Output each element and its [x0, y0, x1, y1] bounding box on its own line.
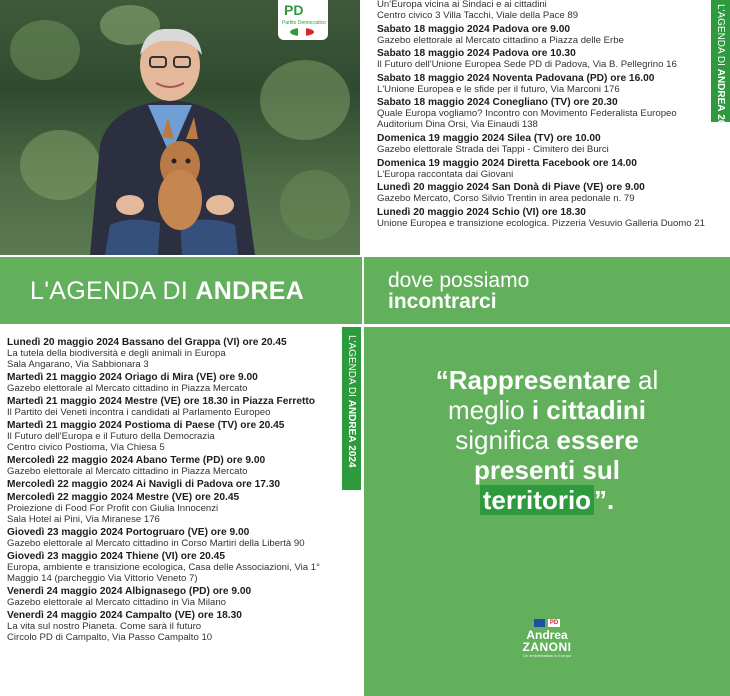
candidate-with-dog-illustration — [70, 25, 270, 255]
candidate-photo — [0, 0, 360, 255]
event-item — [7, 396, 315, 418]
event-detail: Centro civico Postioma, Via Chiesa 5 — [7, 442, 165, 454]
brand-first-name: Andrea — [526, 628, 568, 642]
agenda-banner-title: L'AGENDA DI ANDREA — [30, 277, 305, 305]
event-item — [7, 372, 258, 394]
quote-line-3: significa essere — [455, 425, 639, 455]
event-detail: Circolo PD di Campalto, Via Passo Campalto 10 — [7, 632, 213, 644]
event-item — [377, 158, 637, 180]
pd-party-logo — [278, 0, 328, 40]
event-detail: Quale Europa vogliamo? Incontro con Movimento Federalista Europeo — [377, 108, 677, 120]
quote-line-4: presenti sul — [474, 455, 620, 485]
event-heading: Mercoledì 22 maggio 2024 Mestre (VE) ore 20.45 — [7, 492, 240, 504]
event-item — [377, 73, 654, 95]
event-detail: L'Unione Europea e le sfide per il futuro, Via Marconi 176 — [377, 83, 620, 95]
meet-banner-line1: dove possiamo — [388, 269, 530, 292]
event-item — [7, 527, 305, 549]
quote-line-5: territorio ”. — [364, 485, 730, 515]
event-item — [7, 610, 242, 643]
event-item — [377, 24, 624, 46]
event-heading: Martedì 21 maggio 2024 Mestre (VE) ore 18.30 in Piazza Ferretto — [7, 396, 316, 407]
event-detail: Gazebo elettorale al Mercato cittadino in Corso Martiri della Libertà 90 — [7, 538, 305, 550]
event-item — [7, 479, 280, 490]
event-detail: L'Europa raccontata dai Giovani — [377, 168, 514, 180]
quote-panel — [364, 327, 730, 696]
event-detail: Centro civico 3 Villa Tacchi, Viale della Pace 89 — [377, 10, 579, 21]
event-detail: Europa, ambiente e transizione ecologica, Casa delle Associazioni, Via 1° — [7, 562, 320, 574]
event-heading: Sabato 18 maggio 2024 Padova ore 10.30 — [377, 48, 576, 60]
event-detail: Il Partito dei Veneti incontra i candidati al Parlamento Europeo — [7, 407, 271, 418]
event-item — [7, 492, 239, 525]
quote-line-1: “Rappresentare al — [435, 365, 659, 395]
side-tab-label: L'AGENDA DI ANDREA 2024 — [715, 4, 726, 137]
event-detail: Proiezione di Food For Profit con Giulia Innocenzi — [7, 503, 219, 515]
event-detail: La tutela della biodiversità e degli animali in Europa — [7, 348, 226, 359]
pd-initials: PD — [284, 2, 304, 18]
event-detail: Gazebo elettorale al Mercato cittadino in Via Milano — [7, 597, 227, 609]
event-detail: Gazebo Mercato, Corso Silvio Trentin in area pedonale n. 79 — [377, 193, 635, 205]
pd-party-name: Partito Democratico — [282, 20, 326, 26]
event-detail: Unione Europea e transizione ecologica. Pizzeria Vesuvio Galleria Duomo 21 — [377, 217, 705, 229]
event-item — [7, 551, 320, 584]
brand-last-name: ZANONI — [522, 640, 572, 654]
italian-flag-icon — [290, 28, 314, 36]
event-heading: Lunedì 20 maggio 2024 Schio (VI) ore 18.30 — [377, 206, 586, 218]
meet-banner-line2: incontrarci — [388, 290, 497, 313]
schedule-list-bottom — [0, 327, 362, 696]
event-heading: Mercoledì 22 maggio 2024 Ai Navigli di Padova ore 17.30 — [7, 479, 281, 491]
event-heading: Sabato 18 maggio 2024 Padova ore 9.00 — [377, 23, 571, 35]
schedule-list-top — [364, 0, 730, 255]
event-detail: La vita sul nostro Pianeta. Come sarà il futuro — [7, 621, 202, 633]
event-detail: Un'Europa vicina ai Sindaci e ai cittadini — [377, 0, 547, 10]
event-item — [377, 97, 677, 130]
event-detail: Auditorium Dina Orsi, Via Einaudi 138 — [377, 119, 538, 131]
event-detail: Sala Hotel ai Pini, Via Miranese 176 — [7, 514, 160, 526]
side-tab-label: L'AGENDA DI ANDREA 2024 — [346, 335, 357, 468]
event-detail: Gazebo elettorale al Mercato cittadino a Piazza delle Erbe — [377, 34, 624, 46]
pd-mini-logo: PD — [549, 620, 559, 626]
agenda-side-tab-bottom — [342, 327, 361, 490]
event-item — [377, 182, 645, 204]
event-heading: Giovedì 23 maggio 2024 Portogruaro (VE) ore 9.00 — [7, 527, 250, 539]
event-heading: Martedì 21 maggio 2024 Oriago di Mira (VE) ore 9.00 — [7, 371, 258, 383]
event-item — [377, 48, 677, 70]
event-item — [7, 420, 284, 453]
event-detail: Il Futuro dell'Europa e il Futuro della Democrazia — [7, 431, 215, 443]
event-heading: Venerdì 24 maggio 2024 Albignasego (PD) ore 9.00 — [7, 586, 252, 598]
event-heading: Lunedì 20 maggio 2024 San Donà di Piave (VE) ore 9.00 — [377, 182, 645, 194]
event-item — [377, 133, 609, 155]
quote-line-2: meglio i cittadini — [448, 395, 646, 425]
event-heading: Lunedì 20 maggio 2024 Bassano del Grappa (VI) ore 20.45 — [7, 337, 287, 348]
eu-flag-icon — [534, 619, 545, 627]
event-heading: Domenica 19 maggio 2024 Silea (TV) ore 10.00 — [377, 133, 601, 144]
event-detail: Il Futuro dell'Unione Europea Sede PD di Padova, Via B. Pellegrino 16 — [377, 59, 677, 71]
event-heading: Martedì 21 maggio 2024 Postioma di Paese (TV) ore 20.45 — [7, 420, 285, 432]
event-item — [377, 207, 705, 229]
event-heading: Domenica 19 maggio 2024 Diretta Facebook ore 14.00 — [377, 157, 637, 169]
event-heading: Sabato 18 maggio 2024 Noventa Padovana (PD) ore 16.00 — [377, 72, 655, 84]
brand-tagline: Un ambientalista in Europa — [522, 653, 572, 658]
andrea-zanoni-logo — [502, 619, 592, 665]
agenda-side-tab-top — [711, 0, 730, 137]
event-heading: Giovedì 23 maggio 2024 Thiene (VI) ore 20.45 — [7, 551, 225, 563]
event-heading: Mercoledì 22 maggio 2024 Abano Terme (PD) ore 9.00 — [7, 455, 266, 466]
event-item — [7, 586, 251, 608]
event-detail: Maggio 14 (parcheggio Via Vittorio Veneto 7) — [7, 573, 198, 585]
event-detail: Gazebo elettorale al Mercato cittadino in Piazza Mercato — [7, 466, 248, 477]
event-heading: Venerdì 24 maggio 2024 Campalto (VE) ore 18.30 — [7, 610, 242, 622]
event-item — [377, 0, 578, 21]
event-heading: Sabato 18 maggio 2024 Conegliano (TV) ore 20.30 — [377, 97, 618, 109]
event-detail: Sala Angarano, Via Sabbionara 3 — [7, 359, 149, 370]
meet-banner — [364, 257, 730, 324]
event-item — [7, 455, 265, 477]
agenda-banner — [0, 257, 362, 324]
event-item — [7, 337, 287, 370]
event-detail: Gazebo elettorale Strada dei Tappi - Cimitero dei Burci — [377, 144, 609, 155]
event-detail: Gazebo elettorale al Mercato cittadino in Piazza Mercato — [7, 382, 248, 394]
